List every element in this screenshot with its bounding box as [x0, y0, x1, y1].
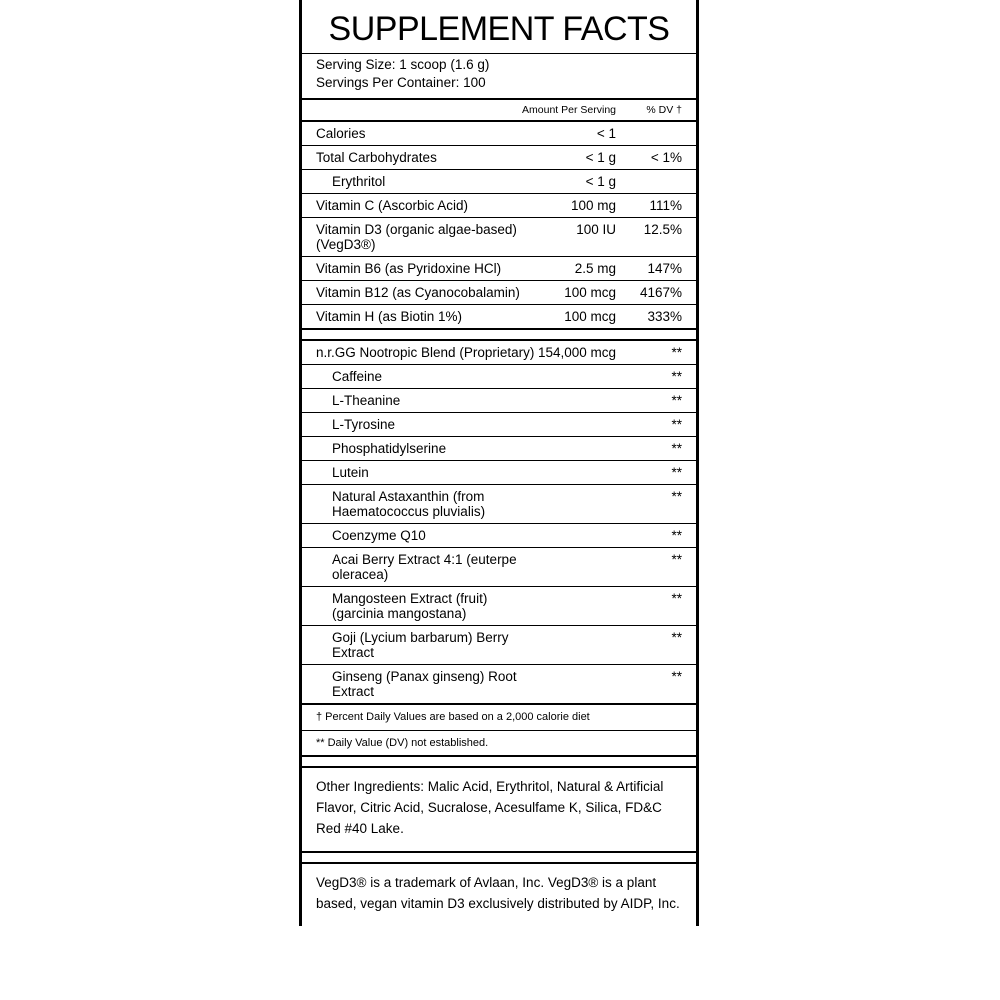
nutrient-amount: < 1 g — [522, 146, 624, 170]
nutrient-dv — [624, 121, 696, 146]
nutrient-name: Vitamin B12 (as Cyanocobalamin) — [302, 281, 522, 305]
blend-name: Lutein — [302, 461, 538, 485]
nutrient-dv: 111% — [624, 194, 696, 218]
nutrient-name: Vitamin H (as Biotin 1%) — [302, 305, 522, 329]
nutrient-dv: 4167% — [624, 281, 696, 305]
blend-name: Mangosteen Extract (fruit) (garcinia mangostana) — [302, 587, 538, 626]
blend-dv: ** — [624, 365, 696, 389]
footnote-daily-value: † Percent Daily Values are based on a 2,000 calorie diet — [316, 711, 590, 724]
nutrient-dv — [624, 170, 696, 194]
blend-name: Acai Berry Extract 4:1 (euterpe oleracea) — [302, 548, 538, 587]
blend-amount — [538, 548, 624, 587]
table-row — [302, 341, 696, 365]
table-row — [302, 524, 696, 548]
header-spacer — [302, 100, 522, 121]
blend-dv: ** — [624, 461, 696, 485]
servings-per-container: Servings Per Container: 100 — [316, 75, 486, 91]
table-row — [302, 365, 696, 389]
table-row — [302, 281, 696, 305]
table-row — [302, 305, 696, 329]
blend-name: L-Theanine — [302, 389, 538, 413]
proprietary-blend-table — [302, 341, 696, 703]
footnote-dv-not-established: ** Daily Value (DV) not established. — [316, 736, 489, 749]
nutrient-dv: 12.5% — [624, 218, 696, 257]
blend-dv: ** — [624, 413, 696, 437]
blend-dv: ** — [624, 665, 696, 704]
blend-amount — [538, 485, 624, 524]
spacer-gap-3 — [302, 853, 696, 862]
blend-amount — [538, 389, 624, 413]
blend-amount — [538, 365, 624, 389]
serving-size: Serving Size: 1 scoop (1.6 g) — [316, 57, 490, 72]
nutrient-name: Vitamin C (Ascorbic Acid) — [302, 194, 522, 218]
nutrient-name: Vitamin D3 (organic algae-based) (VegD3®) — [302, 218, 522, 257]
table-row — [302, 461, 696, 485]
table-row — [302, 548, 696, 587]
blend-dv: ** — [624, 548, 696, 587]
trademark-note: VegD3® is a trademark of Avlaan, Inc. VegD3® is a plant based, vegan vitamin D3 exclusively distributed by AIDP, Inc. — [316, 874, 680, 911]
blend-name: Ginseng (Panax ginseng) Root Extract — [302, 665, 538, 704]
header-amount-per-serving: Amount Per Serving — [522, 104, 616, 117]
blend-dv: ** — [624, 626, 696, 665]
blend-amount — [538, 413, 624, 437]
table-row — [302, 626, 696, 665]
blend-dv: ** — [624, 437, 696, 461]
other-ingredients: Other Ingredients: Malic Acid, Erythritol, Natural & Artificial Flavor, Citric Acid, Sucralose, Acesulfame K, Silica, FD&C Red #40 Lake. — [316, 779, 664, 836]
blend-amount — [538, 665, 624, 704]
spacer-gap — [302, 330, 696, 339]
spacer-gap-2 — [302, 757, 696, 766]
table-row — [302, 389, 696, 413]
supplement-facts-panel — [299, 0, 699, 926]
table-row — [302, 587, 696, 626]
serving-info — [302, 54, 696, 98]
table-row — [302, 146, 696, 170]
nutrient-dv: 147% — [624, 257, 696, 281]
nutrient-amount: 100 mg — [522, 194, 624, 218]
table-row — [302, 170, 696, 194]
blend-dv: ** — [624, 389, 696, 413]
blend-amount — [538, 524, 624, 548]
table-row — [302, 257, 696, 281]
blend-name: n.r.GG Nootropic Blend (Proprietary) — [316, 345, 535, 361]
table-row — [302, 413, 696, 437]
blend-name: Goji (Lycium barbarum) Berry Extract — [302, 626, 538, 665]
header-percent-dv: % DV † — [646, 104, 682, 117]
blend-amount — [538, 461, 624, 485]
blend-amount — [538, 587, 624, 626]
table-row — [302, 437, 696, 461]
table-row — [302, 194, 696, 218]
blend-name: Coenzyme Q10 — [302, 524, 538, 548]
table-row — [302, 121, 696, 146]
blend-dv: ** — [624, 587, 696, 626]
nutrient-amount: 100 mcg — [522, 281, 624, 305]
table-row — [302, 665, 696, 704]
blend-dv: ** — [624, 485, 696, 524]
nutrient-amount: < 1 — [522, 121, 624, 146]
nutrient-amount: < 1 g — [522, 170, 624, 194]
nutrient-name: Calories — [302, 121, 522, 146]
table-header-row — [302, 100, 696, 121]
nutrient-amount: 2.5 mg — [522, 257, 624, 281]
blend-amount: 154,000 mcg — [537, 345, 616, 361]
blend-name: Natural Astaxanthin (from Haematococcus pluvialis) — [302, 485, 538, 524]
blend-name: Caffeine — [302, 365, 538, 389]
table-row — [302, 218, 696, 257]
blend-name: Phosphatidylserine — [302, 437, 538, 461]
nutrient-amount: 100 mcg — [522, 305, 624, 329]
nutrient-name: Erythritol — [302, 170, 522, 194]
nutrient-dv: 333% — [624, 305, 696, 329]
nutrient-dv: < 1% — [624, 146, 696, 170]
blend-dv: ** — [624, 524, 696, 548]
page-title: SUPPLEMENT FACTS — [328, 10, 670, 48]
nutrient-amount: 100 IU — [522, 218, 624, 257]
blend-dv: ** — [671, 345, 682, 361]
nutrient-name: Total Carbohydrates — [302, 146, 522, 170]
blend-amount — [538, 437, 624, 461]
blend-name: L-Tyrosine — [302, 413, 538, 437]
table-row — [302, 485, 696, 524]
blend-amount — [538, 626, 624, 665]
nutrition-table — [302, 100, 696, 328]
nutrient-name: Vitamin B6 (as Pyridoxine HCl) — [302, 257, 522, 281]
